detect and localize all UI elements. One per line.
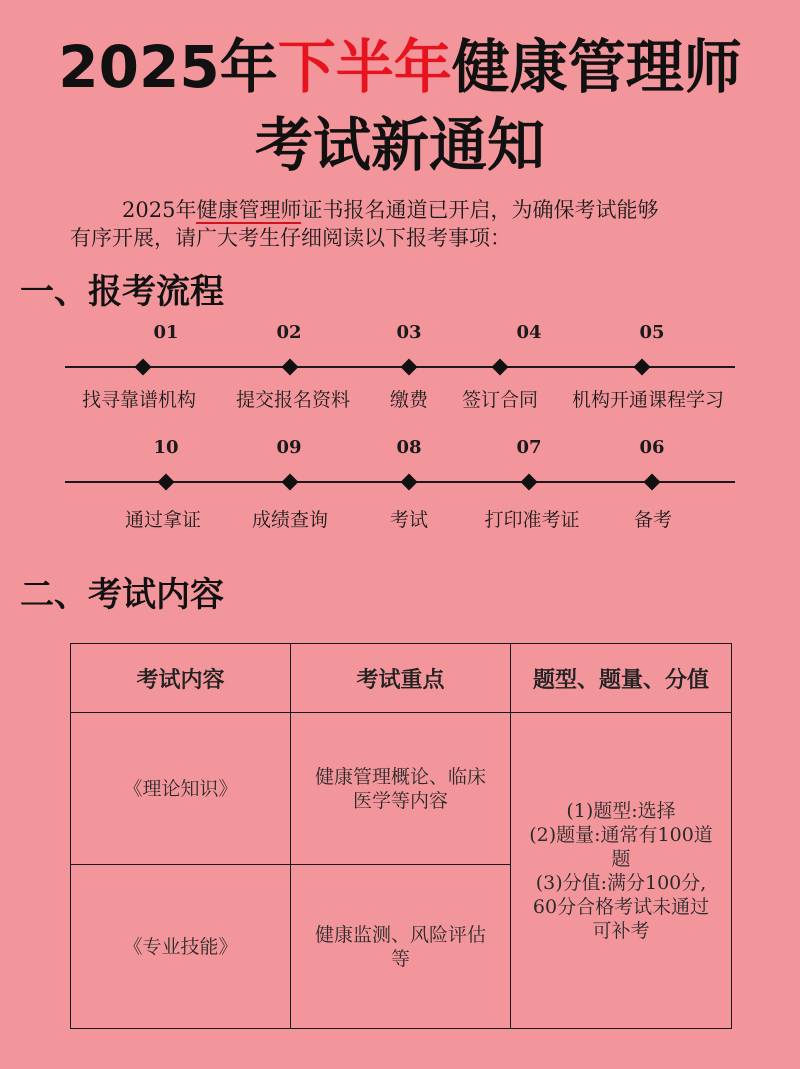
intro-text: 有序开展，请广大考生仔细阅读以下报考事项： [70, 226, 511, 250]
table-header: 考试重点 [291, 644, 511, 713]
cell-text: (2)题量:通常有100道 [529, 823, 713, 846]
step-number: 01 [153, 322, 179, 343]
cell-text: (1)题型:选择 [566, 799, 676, 822]
step-number: 10 [153, 437, 179, 458]
step-label: 成绩查询 [251, 509, 329, 531]
timeline-marker [401, 359, 418, 376]
step-label: 签订合同 [461, 389, 539, 411]
section-heading-content: 二、考试内容 [20, 575, 224, 615]
title-highlight: 下半年 [277, 33, 452, 101]
title-year: 2025年 [58, 33, 278, 101]
cell-text: 等 [390, 947, 410, 970]
timeline-marker [282, 359, 299, 376]
exam-content-table [70, 643, 732, 1029]
intro-paragraph [70, 196, 730, 252]
cell-text: (3)分值:满分100分, [535, 871, 707, 894]
exam-focus-cell [291, 713, 511, 865]
table-header: 考试内容 [71, 644, 291, 713]
timeline-marker [492, 359, 509, 376]
cell-text: 题 [611, 847, 631, 870]
timeline-marker [644, 474, 661, 491]
step-number: 09 [276, 437, 302, 458]
step-label: 备考 [633, 509, 673, 531]
section-heading-process: 一、报考流程 [20, 272, 224, 312]
table-header-row [71, 644, 732, 713]
step-label: 通过拿证 [124, 509, 202, 531]
page-subtitle: 考试新通知 [254, 111, 545, 179]
step-label: 缴费 [389, 389, 429, 411]
intro-text: 证书报名通道已开启，为确保考试能够 [301, 198, 659, 222]
step-number: 07 [516, 437, 542, 458]
exam-subject-cell: 《专业技能》 [71, 865, 291, 1029]
cell-text: 可补考 [592, 919, 650, 942]
cell-text: 医学等内容 [352, 789, 448, 812]
timeline-marker [158, 474, 175, 491]
exam-subject-cell: 《理论知识》 [71, 713, 291, 865]
step-label: 提交报名资料 [235, 389, 351, 411]
exam-focus-cell [291, 865, 511, 1029]
intro-underlined-text: 健康管理师 [196, 198, 302, 222]
timeline-marker [521, 474, 538, 491]
timeline-marker [634, 359, 651, 376]
step-label: 找寻靠谱机构 [81, 389, 197, 411]
timeline-marker [135, 359, 152, 376]
step-number: 02 [276, 322, 302, 343]
cell-text: 健康监测、风险评估 [314, 923, 486, 946]
page-title [0, 32, 800, 102]
cell-text: 60分合格考试未通过 [532, 895, 710, 918]
intro-text: 2025年 [122, 198, 197, 222]
step-label: 打印准考证 [484, 509, 580, 531]
step-number: 03 [396, 322, 422, 343]
timeline-marker [401, 474, 418, 491]
step-number: 08 [396, 437, 422, 458]
step-number: 04 [516, 322, 542, 343]
timeline-marker [282, 474, 299, 491]
title-subject: 健康管理师 [451, 33, 742, 101]
question-info-cell [511, 713, 732, 1029]
cell-text: 健康管理概论、临床 [314, 765, 486, 788]
table-header: 题型、题量、分值 [511, 644, 732, 713]
step-number: 05 [639, 322, 665, 343]
step-label: 考试 [389, 509, 429, 531]
step-number: 06 [639, 437, 665, 458]
step-label: 机构开通课程学习 [571, 389, 725, 411]
table-row [71, 713, 732, 865]
